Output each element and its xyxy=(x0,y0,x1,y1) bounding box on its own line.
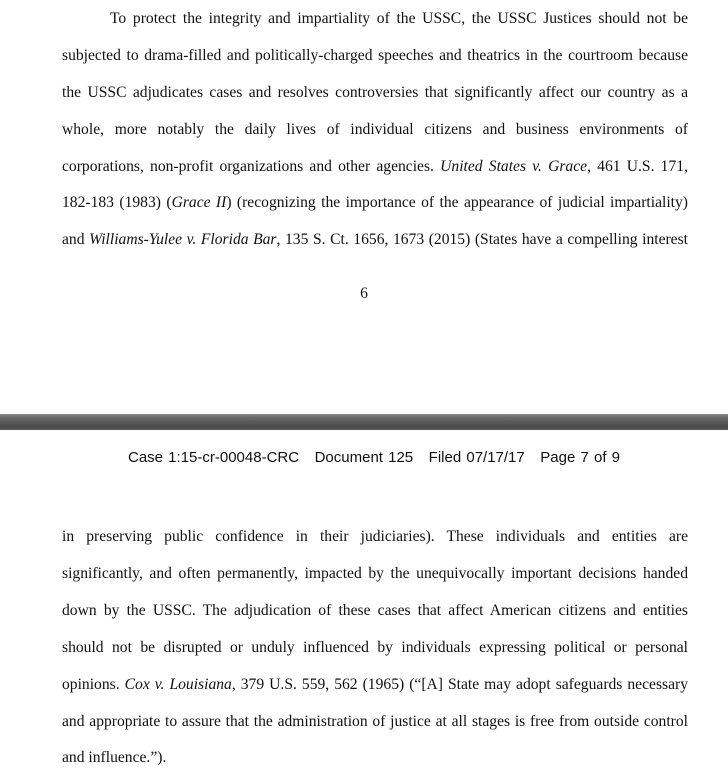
page-number: 6 xyxy=(360,285,368,302)
text-line: should not be disrupted or unduly influenced by individuals expressing political or personal xyxy=(62,639,688,656)
text-line: subjected to drama-filled and politically-charged speeches and theatrics in the courtroom because xyxy=(62,47,688,64)
filed-date: Filed 07/17/17 xyxy=(428,449,525,466)
text-line: significantly, and often permanently, impacted by the unequivocally important decisions handed xyxy=(62,565,688,582)
case-citation: Williams-Yulee v. Florida Bar xyxy=(89,231,277,248)
case-citation: Cox v. Louisiana xyxy=(124,676,232,693)
text-line: opinions. Cox v. Louisiana, 379 U.S. 559, 562 (1965) (“[A] State may adopt safeguards necessary xyxy=(62,676,688,693)
text-line: corporations, non-profit organizations and other agencies. United States v. Grace, 461 U.S. 171, xyxy=(62,158,688,175)
text-line: and influence.”). xyxy=(62,749,167,766)
case-citation: United States v. Grace xyxy=(440,158,588,175)
page-count: Page 7 of 9 xyxy=(540,449,620,466)
text-line: whole, more notably the daily lives of individual citizens and business environments of xyxy=(62,121,688,138)
case-number: Case 1:15-cr-00048-CRC xyxy=(128,449,300,466)
document-number: Document 125 xyxy=(314,449,414,466)
text-line: and appropriate to assure that the administration of justice at all stages is free from outside control xyxy=(62,713,688,730)
text-line: and Williams-Yulee v. Florida Bar, 135 S. Ct. 1656, 1673 (2015) (States have a compelling interest xyxy=(62,231,689,248)
text-line: down by the USSC. The adjudication of these cases that affect American citizens and entities xyxy=(62,602,688,619)
page-separator xyxy=(0,414,728,430)
text-line: the USSC adjudicates cases and resolves controversies that significantly affect our country as a xyxy=(62,84,688,101)
text-line: in preserving public confidence in their judiciaries). These individuals and entities are xyxy=(62,528,688,545)
case-short-name: Grace II xyxy=(171,194,227,211)
case-header xyxy=(0,449,728,466)
text-line: To protect the integrity and impartiality of the USSC, the USSC Justices should not be xyxy=(110,10,688,27)
text-line: 182-183 (1983) (Grace II) (recognizing the importance of the appearance of judicial impartiality) xyxy=(62,194,688,211)
